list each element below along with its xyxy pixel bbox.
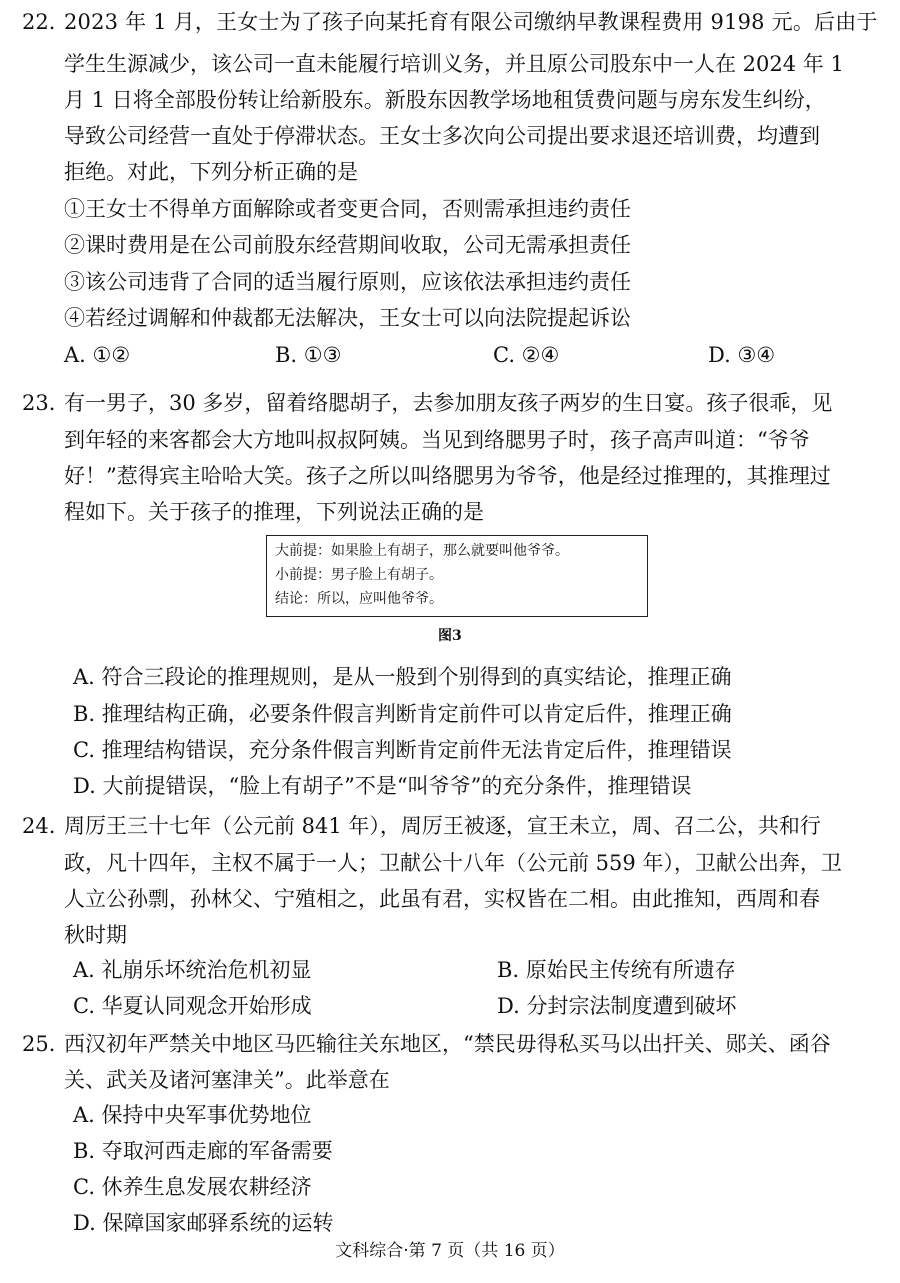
q23-option-c: C. 推理结构错误，充分条件假言判断肯定前件无法肯定后件，推理错误 <box>73 738 732 762</box>
q23-option-a: A. 符合三段论的推理规则，是从一般到个别得到的真实结论，推理正确 <box>73 665 732 689</box>
q24-line-1: 周厉王三十七年（公元前 841 年），周厉王被逐，宣王未立，周、召二公，共和行 <box>64 814 821 838</box>
q23-line-2: 到年轻的来客都会大方地叫叔叔阿姨。当见到络腮男子时，孩子高声叫道：“爷爷 <box>64 428 810 452</box>
q25-line-2: 关、武关及诸河塞津关”。此举意在 <box>64 1068 390 1092</box>
q23-option-d: D. 大前提错误，“脸上有胡子”不是“叫爷爷”的充分条件，推理错误 <box>73 774 692 798</box>
figure-major-premise: 大前提：如果脸上有胡子，那么就要叫他爷爷。 <box>275 543 569 559</box>
q22-line-1: 2023 年 1 月，王女士为了孩子向某托育有限公司缴纳早教课程费用 9198 元。后由于 <box>64 10 878 34</box>
q23-line-4: 程如下。关于孩子的推理，下列说法正确的是 <box>64 500 484 524</box>
question-number-23: 23. <box>22 391 56 415</box>
q24-option-d: D. 分封宗法制度遭到破坏 <box>497 994 737 1018</box>
q23-line-1: 有一男子，30 多岁，留着络腮胡子，去参加朋友孩子两岁的生日宴。孩子很乖，见 <box>64 391 833 415</box>
syllogism-figure-box <box>266 535 648 617</box>
q24-option-c: C. 华夏认同观念开始形成 <box>73 994 312 1018</box>
q22-option-b: B. ①③ <box>275 343 342 367</box>
q22-option-d: D. ③④ <box>708 343 776 367</box>
q22-option-c: C. ②④ <box>493 343 560 367</box>
q22-statement-4: ④若经过调解和仲裁都无法解决，王女士可以向法院提起诉讼 <box>64 306 631 330</box>
q25-option-d: D. 保障国家邮驿系统的运转 <box>73 1211 334 1235</box>
q25-option-b: B. 夺取河西走廊的军备需要 <box>73 1139 333 1163</box>
q23-option-b: B. 推理结构正确，必要条件假言判断肯定前件可以肯定后件，推理正确 <box>73 702 732 726</box>
q22-line-5: 拒绝。对此，下列分析正确的是 <box>64 160 358 184</box>
q22-statement-3: ③该公司违背了合同的适当履行原则，应该依法承担违约责任 <box>64 270 631 294</box>
q24-option-a: A. 礼崩乐坏统治危机初显 <box>73 958 312 982</box>
q23-line-3: 好！”惹得宾主哈哈大笑。孩子之所以叫络腮男为爷爷，他是经过推理的，其推理过 <box>64 464 831 488</box>
q24-line-3: 人立公孙剽，孙林父、宁殖相之，此虽有君，实权皆在二相。由此推知，西周和春 <box>64 887 820 911</box>
q22-statement-1: ①王女士不得单方面解除或者变更合同，否则需承担违约责任 <box>64 197 631 221</box>
q25-option-a: A. 保持中央军事优势地位 <box>73 1103 312 1127</box>
q25-option-c: C. 休养生息发展农耕经济 <box>73 1175 312 1199</box>
q22-line-2: 学生生源减少，该公司一直未能履行培训义务，并且原公司股东中一人在 2024 年 1 <box>64 52 844 76</box>
q24-line-2: 政，凡十四年，主权不属于一人；卫献公十八年（公元前 559 年），卫献公出奔，卫 <box>64 851 842 875</box>
q22-line-4: 导致公司经营一直处于停滞状态。王女士多次向公司提出要求退还培训费，均遭到 <box>64 124 820 148</box>
figure-conclusion: 结论：所以，应叫他爷爷。 <box>275 591 443 607</box>
q24-line-4: 秋时期 <box>64 923 127 947</box>
page-footer: 文科综合·第 7 页（共 16 页） <box>335 1241 565 1261</box>
figure-caption: 图3 <box>438 628 462 644</box>
q22-option-a: A. ①② <box>64 343 131 367</box>
q25-line-1: 西汉初年严禁关中地区马匹输往关东地区，“禁民毋得私买马以出扞关、郧关、函谷 <box>64 1032 831 1056</box>
q24-option-b: B. 原始民主传统有所遗存 <box>497 958 736 982</box>
question-number-25: 25. <box>22 1032 56 1056</box>
question-number-24: 24. <box>22 814 56 838</box>
q22-statement-2: ②课时费用是在公司前股东经营期间收取，公司无需承担责任 <box>64 233 631 257</box>
figure-minor-premise: 小前提：男子脸上有胡子。 <box>275 567 443 583</box>
q22-line-3: 月 1 日将全部股份转让给新股东。新股东因教学场地租赁费问题与房东发生纠纷， <box>64 88 826 112</box>
question-number-22: 22. <box>22 10 56 34</box>
